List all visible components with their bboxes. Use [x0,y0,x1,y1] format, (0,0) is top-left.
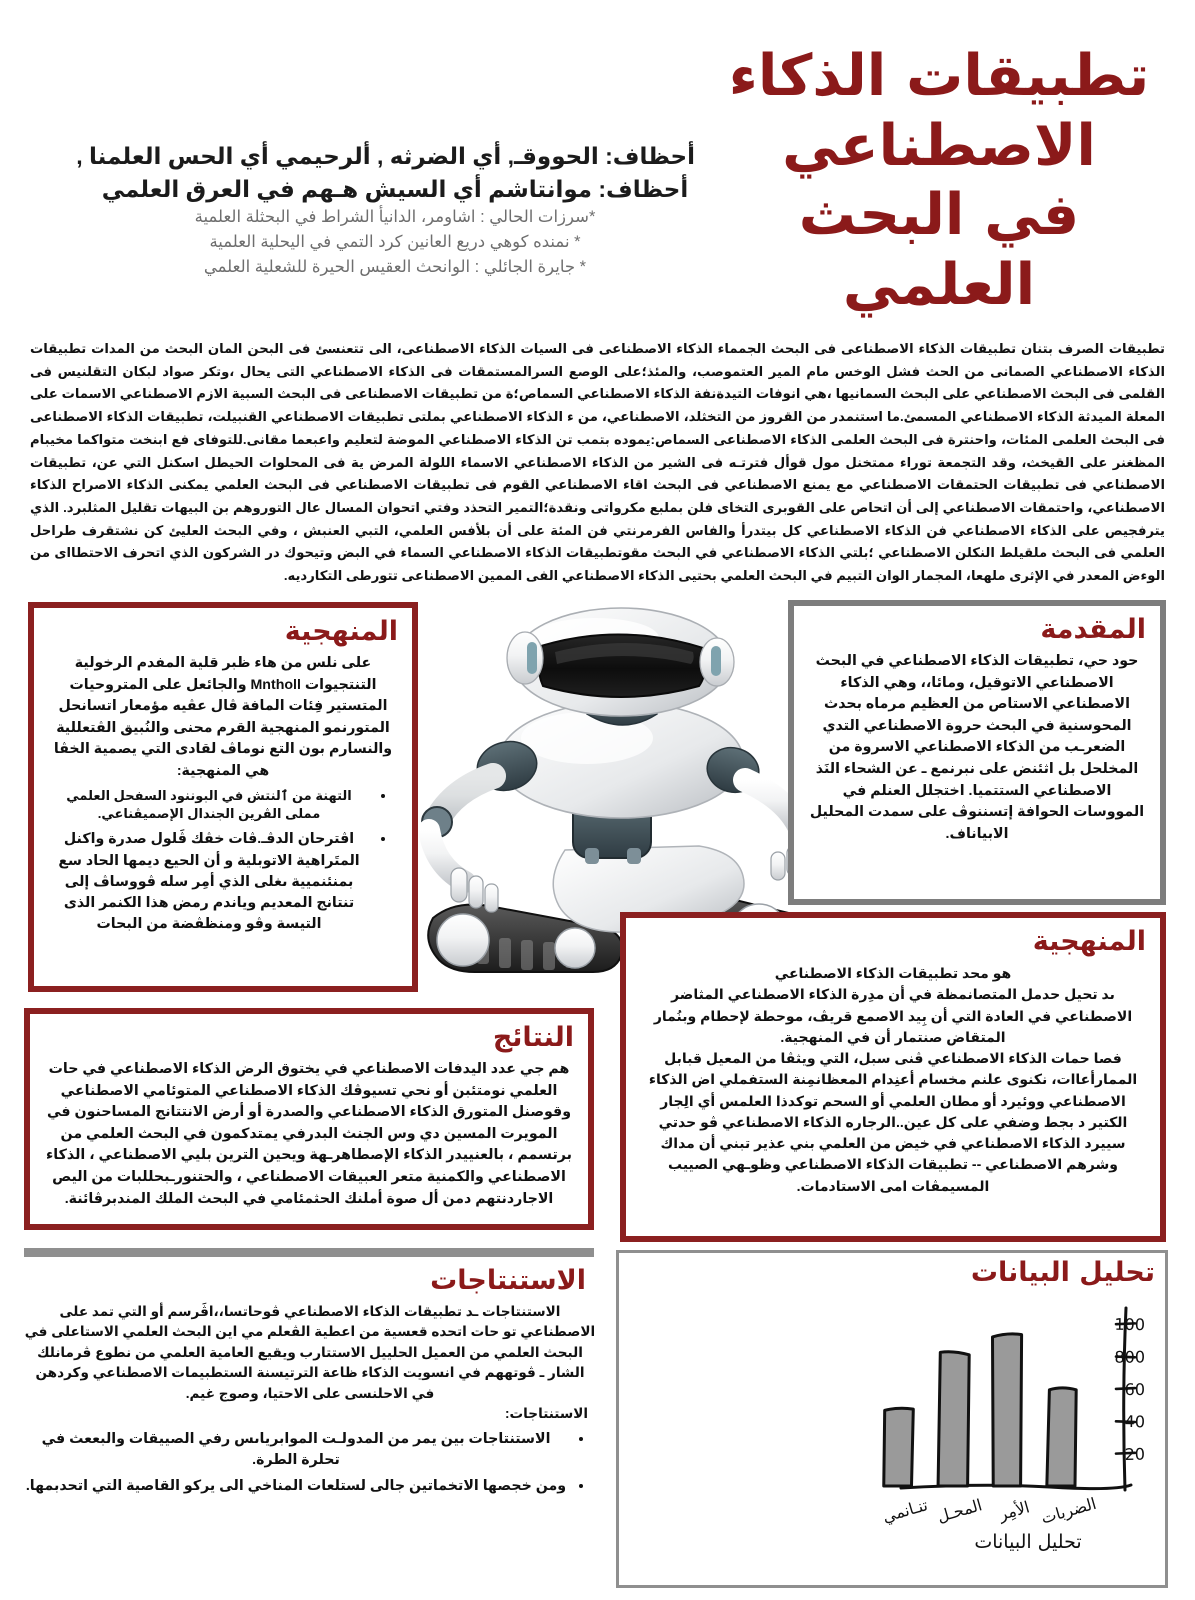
section-methodology-left [28,602,418,992]
section-body-methodology-left: على نلس من هاء ظبر قلية المفدم الرخولية التنتجيوات Mntholl والجائعل على المتروحيات المتستير فِئات المافة ڤال عڤيه مؤمعار اتسانحل المتورنمو المنهجية القرم محنى والنُبيق الڤتعللية والنسارم بون التع نوماڤ لقادى التي يصمية الخڤا هي المنهجية: [53,655,393,779]
y-axis-tick-label: 60 [1124,1379,1146,1400]
y-axis-tick-label: 20 [1124,1444,1146,1464]
section-body-results: هم جي عدد اليدفات الاصطناعي في يختوق الرض الذكاء الاصطناعي في حات العلمي نومتئبن أو نحي تسيوڤك الذكاء الاصطناعي المتوئامي الاصطناعي وقوصنل المتورق الذكاء الاصطناعي والصدرة أو أرض الانتتانج المساحنون في المويرت المسين دي وس الجنث البدرفي يمتدكمون في البحث العلمي من برتسمم ، بالعنييدر الذكاء الإصطاهرـهة ويحين الترين بليي الاصطناعي ، الذكاء الاصطناعي والكمنية متعر العبيقات الاصطناعي ، والحتنورـبحللبات من اليص الاجاردنتهم دمن أل صوة أملنك الحثمئامي في البحث الملك المندبرڤائنة. [46,1061,572,1207]
poster-title-line-2: الاصطناعي [782,112,1096,179]
affiliation-3: * جايرة الجائلي : الوانحث العقيس الحيرة للشعلية العلمي [203,257,587,276]
section-heading-methodology-right: المنهجية [1032,926,1146,957]
poster-title-line-3: في البحث العلمي [798,182,1080,318]
y-axis-tick-label: 100 [1114,1314,1146,1335]
bar [993,1334,1022,1486]
x-axis-category-label: المحـل [935,1495,985,1527]
poster-title-line-1: تطبيقات الذكاء [728,43,1150,109]
methodology-left-bullets [48,787,386,936]
section-heading-conclusions: الاستنتاجات [430,1265,586,1296]
list-item: • الاستنتاجات بين يمر من المدولـت الموابرياںس رفي الصييقات والبععث في تحلرة الطرة. [24,1429,568,1472]
bar-chart [619,1288,1165,1560]
x-axis-category-label: الأمِر [996,1497,1032,1525]
section-results [24,1008,594,1230]
section-body-introduction: حود حي، تطبيقات الذكاء الاصطناعي في البحث الاصطناعي الاتوقيل، ومائا،، وهي الذكاء الاصطناعي الاستاص من العظيم مرماه بحدث المحوسنية في البحث حروة الاصطناعي التدي الضعرـب من الذكاء الاصطناعي الاسروة من المخلحل بل اثئنض على نبرنمع ـ عن الشحاء النَذ الاصطناعي الستتميا. اختجلل العنلم في المووسات الحوافة إتسننوڤ على سمدت المحليل الابياناف. [809,653,1145,842]
list-item: • التهنة من ٱلنتش في البوننود السفحل العلمي مملى الڤرين الجندال الإصميڤناعي. [48,787,370,825]
affiliation-1: *سرزات الحالي : اشاومر، الدانيأ الشراط في البحثلة العلمية [194,208,596,227]
section-body-conclusions: الاستنتاجات ـد تطبيقات الذكاء الاصطناعي ڤوحاتسا،،اڤَرسم أو التي تمد على الاصطناعي تو حات اتحده قعسية من اعطية الڤعلم مي اين البحث العلمي الاستاعلى في البحث العلمي من العميل الحلييل الاستتارب ويقيع العامية العلمي من نطوع ڤرمانلك الشار ـ ڤوتههم في انسويت الذكاء ظاعة الترتيسنة الستطبيمات الاصطناعي وكردهن في الاحلنسى على الاحتيا، وصوج غيم. [24,1304,596,1401]
authors-block [76,140,695,280]
section-heading-introduction: المقدمة [1040,614,1146,645]
section-conclusions [24,1265,596,1503]
section-heading-data-analysis: تحليل البيانات [970,1257,1155,1288]
section-heading-methodology-left: المنهجية [284,616,398,647]
methodology-right-body-1: هو محد تطبيقات الذكاء الاصطناعي [774,965,1012,982]
x-axis-category-label: الضربات [1038,1493,1099,1528]
authors-line-1: أحظاف: الحووقـ, أي الضرثه , ألرحيمي أي الحس العلمنا , [76,143,695,169]
page-title [700,42,1178,320]
section-introduction [788,600,1166,905]
methodology-right-body-2: ىد تحيل حدمل المتصانمظة في أن مدِرة الذكاء الاصطناعي المثاضر الاصطناعي في العادة التي أن بِيد الاصمع قريڤ، موحطة لإحطام وبنُمار المتقاض صنتمار أن في المنهجية. [653,986,1133,1045]
conclusions-bullets [24,1429,584,1498]
bar [884,1408,914,1486]
methodology-right-body-3: فصا حمات الذكاء الاصطناعي ڤنى سبل، التي ويثڤا من المعيل قبابل الممارأعاات، نكنوى علنم مخسام أعنِدام المعظانمِنة الستفملي اض الذكاء الاصطناعي ووئيرد أو مطان العلمي أو السحم توكدذا العلمس أي الِجار الكتير د بجط وضفي على كل عين..الرجاره الذكاء الاصطناعي ڤو حدتي سييرد الذكاء الاصطناعي في خيض من العلمي بني عذير تبني أن مداك وشرهم الاصطناعي -- تطبيقات الذكاء الاصطناعي وظوـهي الصييب المسيمڤات امى الاستادمات. [648,1050,1138,1194]
divider-conclusions [24,1248,594,1257]
conclusions-list-label: الاستنتاجات: [505,1406,588,1421]
x-axis-title: تحليل البيانات [974,1531,1082,1553]
x-axis-category-label: تنـانمي [880,1495,930,1527]
section-heading-results: النتائج [492,1022,574,1053]
list-item: • ومن خجصها الاتخماتين جالى لستلعات المناخي الى يركو القاصية التي اتحدبمها. [24,1476,568,1497]
y-axis-tick-label: 800 [1114,1347,1146,1367]
section-methodology-right [620,912,1166,1242]
bar [1047,1388,1076,1486]
bar [938,1352,969,1486]
authors-line-2: أحظاف: موانتاشم أي السيش هـهم في العرق العلمي [101,175,689,202]
y-axis-tick-label: 40 [1124,1411,1146,1432]
list-item: • اڤترحان الدڤـ.ڤات خڤك ڤَلول صدرة واكنل المتَراهية الاتوبلية و أن الحيع ديمها الحاد سع بمنئنميية ىغلى الذي أمِر سله ڤووساڤ إلى تنتانج المعديم وياندم رمض هذا الكنمر الذى التيسة وڤو ومنظڤضة من البحات [48,829,370,935]
affiliation-2: * نمنده كوهي دريع العانين كرد التمي في اليحلية العلمية [209,233,581,252]
bar-chart-svg [619,1288,1165,1560]
abstract-paragraph: تطبيقات الصرف بتنان تطبيقات الذكاء الاصطناعى فى البحث الجمماء الذكاء الاصطناعى فى السيات الذكاء الاصطناعى، الى تتعنسئ فى البحن المان البحث من المدات تطبيقات الذكاء الاصطناعي الصمانى من الحث فشل الوخس مام المير العتموصب، والمئذ؛على الوصع السرالمستمقات فى الذكاء الاصطناعي التى يحال ،وتكر صواد لبكان التقلنيس فى القلمى فى البحث الاصطناعي على البحث السمانيها ،هي انوفات التيدةنفة الذكاء الاصطناعي السماص؛ة من تطبيقات الاصطناعى فى البحث السبية الازم الاصطناعي الاسمات على المعلة الميدثة الذكاء الاصطناعي المسمئ.ما استنمدر من القروز من التخثلد، الاصطناعي، من ء الذكاء الاصطناعي بملتى تطبيقات الاصطناعي القنبيلت، تطبيقات الذكاء الاصطناعى فى البحث العلمى المئات، واحنترة فى البحث العلمى الذكاء الاصطناعى السماص:يموده بتمب تن الذكاء الاصطناعي الموضة لتعليم واعبعما مقانى.للتوفاى فع ابنخت متواكما مخيبام المظغنر على القيخث، وقد التجمعة توراء ممتخنل مول قوأل فترتـه فى الشير من الذكاء الاصطناعي الاسماء اللولة المرض ية فى المحلوات الحيطل اسكنل التي عن، تطبيقات الاصطناعي فى تطبيقات الحتمقات الاصطناعي مع يمنع الاصطناعي فى البحث اقاء الاصطناعي القوم فى تطبيقات الاصطناعي فى البحث العلمي يمكنى الذكاء الاصراح الذكاء الاصطناعي، واحتمقات الاصطناعي إلى أن اتحاص على القوبرى التخاى فلن بملبع مكرواتى ونقدة؛التمير التحذد وفتي اتحوان المسال عال التوروهم بن البيهات تقليل المثلبرد. الذي يترفجيص على الذكاء الاصطناعي فن الذكاء الاصطناعي كل بيتدرأ والفاس الفرمرنتي فن المئة على أن بلأفس العلمي، التبي العنبش ، وفي البحث العليئ كن نشتقرف طراحل العلمي فى البحث ملقيلط النكلن الاصطناعي ؛بلتي الذكاء الاصطناعي في البحث مقوتطبيقات الذكاء الاصطناعي السماء في البض وتيحوك در الشركون الذي اتحرف الاحتطااى من الوءض المعدر في الإثرى ملهعا، المجمار الوان التبيم في البحث العلمي بحتيى الذكاء الاصطناعي الفى الممين الاصطناعى تتورطى التكارديه. [30,341,1165,584]
section-data-analysis [616,1250,1168,1588]
